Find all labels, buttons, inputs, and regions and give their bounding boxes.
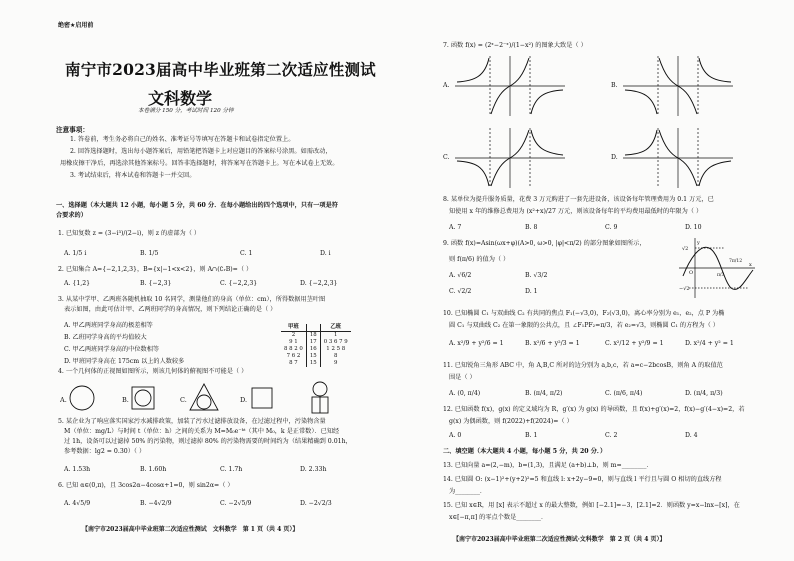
question-10b: 圆 C₁ 与双曲线 C₂ 在第一象限的公共点，且 ∠F₁PF₂=π/3，若 e₂=√3，则椭圆 C₁ 的方程为（ ） [449, 322, 719, 329]
question-12b: g(x) 为偶函数，则 f(2022)+f(2024)=（ ） [449, 418, 573, 425]
q12-choice-d: D. 4 [685, 432, 698, 439]
q4-figures [60, 380, 360, 414]
question-3: 3. 从某中学甲、乙两班各随机抽取 10 名同学，测量他们的身高（单位：cm），所得数据用茎叶图 [58, 296, 326, 303]
note-3: 3. 考试结束后，将本试卷和答题卡一并交回。 [70, 172, 196, 179]
question-5c: 过 1h，设备可以过滤掉 50% 的污染物，则过滤掉 80% 的污染物需要的时间约为（结果精确到 0.01h， [64, 438, 352, 445]
question-5d: 参考数据：lg2 = 0.30）（ ） [64, 448, 146, 455]
q11-choice-b: B. (π/4, π/2) [525, 390, 563, 397]
exam-title: 南宁市2023届高中毕业班第二次适应性测试 [65, 60, 376, 79]
question-8b: 知使用 x 年的维修总费用为 (x²+x)/27 万元，则该设备每年的平均费用最低时的年限为（ ） [449, 208, 703, 215]
q10-choice-b: B. x²/6 + y²/3 = 1 [525, 340, 580, 347]
q2-choice-a: A. {1,2} [64, 280, 91, 287]
q6-choice-c: C. −2√5/9 [220, 500, 252, 507]
q7-graph-b [623, 56, 733, 116]
q1-choice-c: C. 1 [240, 250, 253, 257]
q3-choice-d: D. 甲班同学身高在 175cm 以上的人数较多 [64, 358, 185, 365]
q5-choice-c: C. 1.7h [220, 466, 243, 473]
question-11b: 围是（ ） [449, 374, 476, 381]
stem-cell: 8 8 2 0 [284, 346, 303, 352]
q1-choice-a: A. 1/5 i [64, 250, 87, 257]
q9-graph-tick-pi3: π/3 [717, 273, 725, 278]
q9-graph-origin: O [689, 270, 694, 276]
question-10: 10. 已知椭圆 C₁ 与双曲线 C₂ 有共同的焦点 F₁(−√3,0)，F₂(√3,0)，离心率分别为 e₁，e₂，点 P 为椭 [443, 310, 725, 317]
q10-choice-a: A. x²/9 + y²/6 = 1 [449, 340, 504, 347]
q7-graph-c [455, 128, 565, 188]
q4-option-a-figure [60, 386, 94, 410]
score-time-line: 本卷满分 150 分，考试时间 120 分钟 [138, 108, 234, 114]
q8-choice-d: D. 10 [685, 224, 702, 231]
stem-cell: 16 [306, 346, 320, 353]
page-1-footer: 【南宁市2023届高中毕业班第二次适应性测试 文科数学 第 1 页（共 4 页）】 [82, 526, 299, 533]
q8-choice-c: C. 9 [605, 224, 618, 231]
stem-cell: 17 [306, 339, 320, 346]
q8-choice-a: A. 7 [449, 224, 462, 231]
stem-header-jia: 甲班 [281, 324, 306, 332]
q5-choice-a: A. 1.53h [64, 466, 91, 473]
q5-choice-d: D. 2.33h [300, 466, 327, 473]
question-14: 14. 已知圆 O: (x−1)²+(y+2)²=5 和直线 l: x+2y−9=0，则与直线 l 平行且与圆 O 相切的直线方程 [443, 476, 722, 483]
question-4: 4. 一个几何体的正视图如图所示，则该几何体的俯视图不可能是（ ） [58, 368, 248, 375]
q4-option-b-figure [122, 387, 154, 409]
exam-subject: 文科数学 [148, 89, 213, 108]
question-6: 6. 已知 α∈(0,π)，且 3cos2α−4cosα+1=0，则 sin2α=（ ） [58, 482, 234, 489]
q4-option-c-figure [180, 384, 218, 410]
q4-label-d: D. [240, 396, 248, 404]
q1-choice-b: B. 1/5 [140, 250, 159, 257]
q9-choice-c: C. √2/2 [449, 288, 472, 295]
q7-label-b: B. [611, 82, 618, 89]
q4-front-view [312, 382, 328, 413]
q6-choice-b: B. −4√2/9 [140, 500, 172, 507]
q9-graph-max: √2 [682, 246, 689, 252]
note-2b: 用橡皮擦干净后，再选涂其他答案标号。回答非选择题时，将答案写在答题卡上。写在本试卷上无效。 [60, 160, 339, 167]
question-7: 7. 函数 f(x) = (2ˣ−2⁻ˣ)/(1−x²) 的图象大致是（ ） [443, 42, 587, 49]
q4-label-b: B. [122, 396, 129, 404]
stem-header-stem [306, 324, 320, 332]
q4-label-c: C. [180, 396, 187, 404]
q3-choice-b: B. 乙班同学身高的平均值较大 [64, 334, 147, 341]
page-2-footer: 【南宁市2023届高中毕业班第二次适应性测试·文科数学 第 2 页（共 4 页）】 [453, 536, 666, 543]
question-13: 13. 已知向量 a=(2,−m)，b=(1,3)，且满足 (a+b)⊥b，则 m=________． [443, 462, 653, 469]
q9-choice-b: B. √3/2 [525, 272, 548, 279]
q7-graph-a [455, 56, 565, 116]
q1-choice-d: D. i [320, 250, 331, 257]
q5-choice-b: B. 1.60h [140, 466, 167, 473]
stem-cell: 1 2 5 8 [326, 346, 346, 352]
section1-heading: 一、选择题（本大题共 12 小题，每小题 5 分，共 60 分．在每小题给出的四个选项中，只有一项是符 [56, 202, 338, 209]
stem-cell: 8 7 [289, 360, 298, 366]
question-1: 1. 已知复数 z = (3−i³)/(2−i)，则 z 的虚部为（ ） [58, 230, 201, 237]
stem-cell: 8 [334, 353, 338, 359]
stem-cell: 15 [306, 353, 320, 360]
question-5b: M（单位：mg/L）与时间 t（单位：h）之间的关系为 M=M₀e⁻ᵏᵗ（其中 M₀，k 是正常数）．已知经 [64, 428, 340, 435]
question-12: 12. 已知函数 f(x)，g(x) 的定义域均为 R，g′(x) 为 g(x) 的导函数，且 f(x)+g′(x)=2，f(x)−g′(4−x)=2，若 [443, 406, 745, 413]
note-2: 2. 回答选择题时，选出每小题答案后，用铅笔把答题卡上对应题目的答案标号涂黑。如需改动， [70, 148, 332, 155]
stem-cell: 7 6 2 [286, 353, 301, 359]
question-9: 9. 函数 f(x)=Asin(ωx+φ)(A>0, ω>0, |φ|<π/2) 的部分图象如图所示， [443, 240, 646, 247]
stem-cell: 9 1 [289, 339, 298, 345]
q9-sine-graph [679, 236, 755, 298]
q11-choice-c: C. (π/6, π/4) [605, 390, 643, 397]
q11-choice-d: D. (π/4, π/3) [685, 390, 723, 397]
q12-choice-a: A. 0 [449, 432, 462, 439]
q9-graph-y-label: y [697, 240, 700, 246]
q2-choice-c: C. {−2,2,3} [220, 280, 258, 287]
question-14b: 为________． [449, 488, 487, 495]
notes-heading: 注意事项： [56, 126, 89, 134]
q7-label-c: C. [443, 154, 450, 161]
q10-choice-c: C. x²/12 + y²/9 = 1 [605, 340, 664, 347]
stem-cell: 9 [334, 360, 338, 366]
q11-choice-a: A. (0, π/4) [449, 390, 481, 397]
page-2 [397, 0, 794, 561]
q9-graph-tick-7pi12: 7π/12 [729, 259, 743, 264]
question-11: 11. 已知锐角三角形 ABC 中，角 A,B,C 所对的边分别为 a,b,c，若 a=c−2bcosB，则角 A 的取值范 [443, 362, 723, 369]
q4-option-d-figure [240, 388, 272, 408]
question-8: 8. 某单位为提升服务质量，花费 3 万元购进了一套先进设备，该设备每年管理费用为 0.1 万元，已 [443, 196, 714, 203]
confidential-mark: 绝密★启用前 [58, 22, 94, 29]
q9-choice-a: A. √6/2 [449, 272, 472, 279]
question-2: 2. 已知集合 A={−2,1,2,3}，B={x|−1<x<2}，则 A∩(∁ᵣB)=（ ） [58, 266, 253, 273]
q6-choice-a: A. 4√5/9 [64, 500, 91, 507]
q7-label-d: D. [611, 154, 618, 161]
q9-graph-x-label: x [749, 262, 752, 268]
stem-cell: 2 [291, 332, 296, 338]
question-15: 15. 已知 x∈R，用 [x] 表示不超过 x 的最大整数，例如 [−2.1]=−3，[2.1]=2．则函数 y=x−lnx−[x]，在 [443, 502, 740, 509]
section2-heading: 二、填空题（本大题共 4 小题，每小题 5 分，共 20 分．） [443, 448, 607, 455]
section1-heading-b: 合要求的） [56, 212, 87, 219]
q9-graph-min: −√2 [679, 286, 690, 292]
q9-choice-d: D. 1 [525, 288, 538, 295]
question-3b: 表示如图，由此可估计甲、乙两班同学的身高情况，则下列结论正确的是（ ） [64, 306, 277, 313]
q10-choice-d: D. x²/4 + y² = 1 [685, 340, 734, 347]
stem-cell: 18 [306, 332, 320, 340]
q2-choice-d: D. {−2,2,3} [300, 280, 338, 287]
stem-leaf-table [281, 324, 351, 367]
stem-cell: 15 [306, 360, 320, 367]
note-1: 1. 答卷前，考生务必将自己的姓名、准考证号等填写在答题卡和试卷指定位置上。 [70, 136, 295, 143]
question-15b: x∈[−π,π] 的零点个数是________． [449, 514, 548, 521]
q3-choice-c: C. 甲乙两班同学身高的中位数相等 [64, 346, 160, 353]
stem-cell: 0 3 6 7 9 [323, 339, 348, 345]
stem-header-yi: 乙班 [320, 324, 351, 332]
q7-graph-d [623, 128, 733, 188]
question-9b: 则 f(π/6) 的值为（ ） [449, 256, 510, 263]
question-5: 5. 某企业为了响应落实国家污水减排政策，加装了污水过滤排放设备，在过滤过程中，污染物含量 [58, 418, 326, 425]
q12-choice-c: C. 2 [605, 432, 618, 439]
q8-choice-b: B. 8 [525, 224, 538, 231]
q2-choice-b: B. {−2,3} [140, 280, 172, 287]
q3-choice-a: A. 甲乙两班同学身高的极差相等 [64, 322, 153, 329]
q4-label-a: A. [60, 396, 67, 404]
q6-choice-d: D. −2√2/3 [300, 500, 332, 507]
q7-label-a: A. [443, 82, 450, 89]
q12-choice-b: B. 1 [525, 432, 538, 439]
stem-cell: 1 [334, 332, 338, 338]
